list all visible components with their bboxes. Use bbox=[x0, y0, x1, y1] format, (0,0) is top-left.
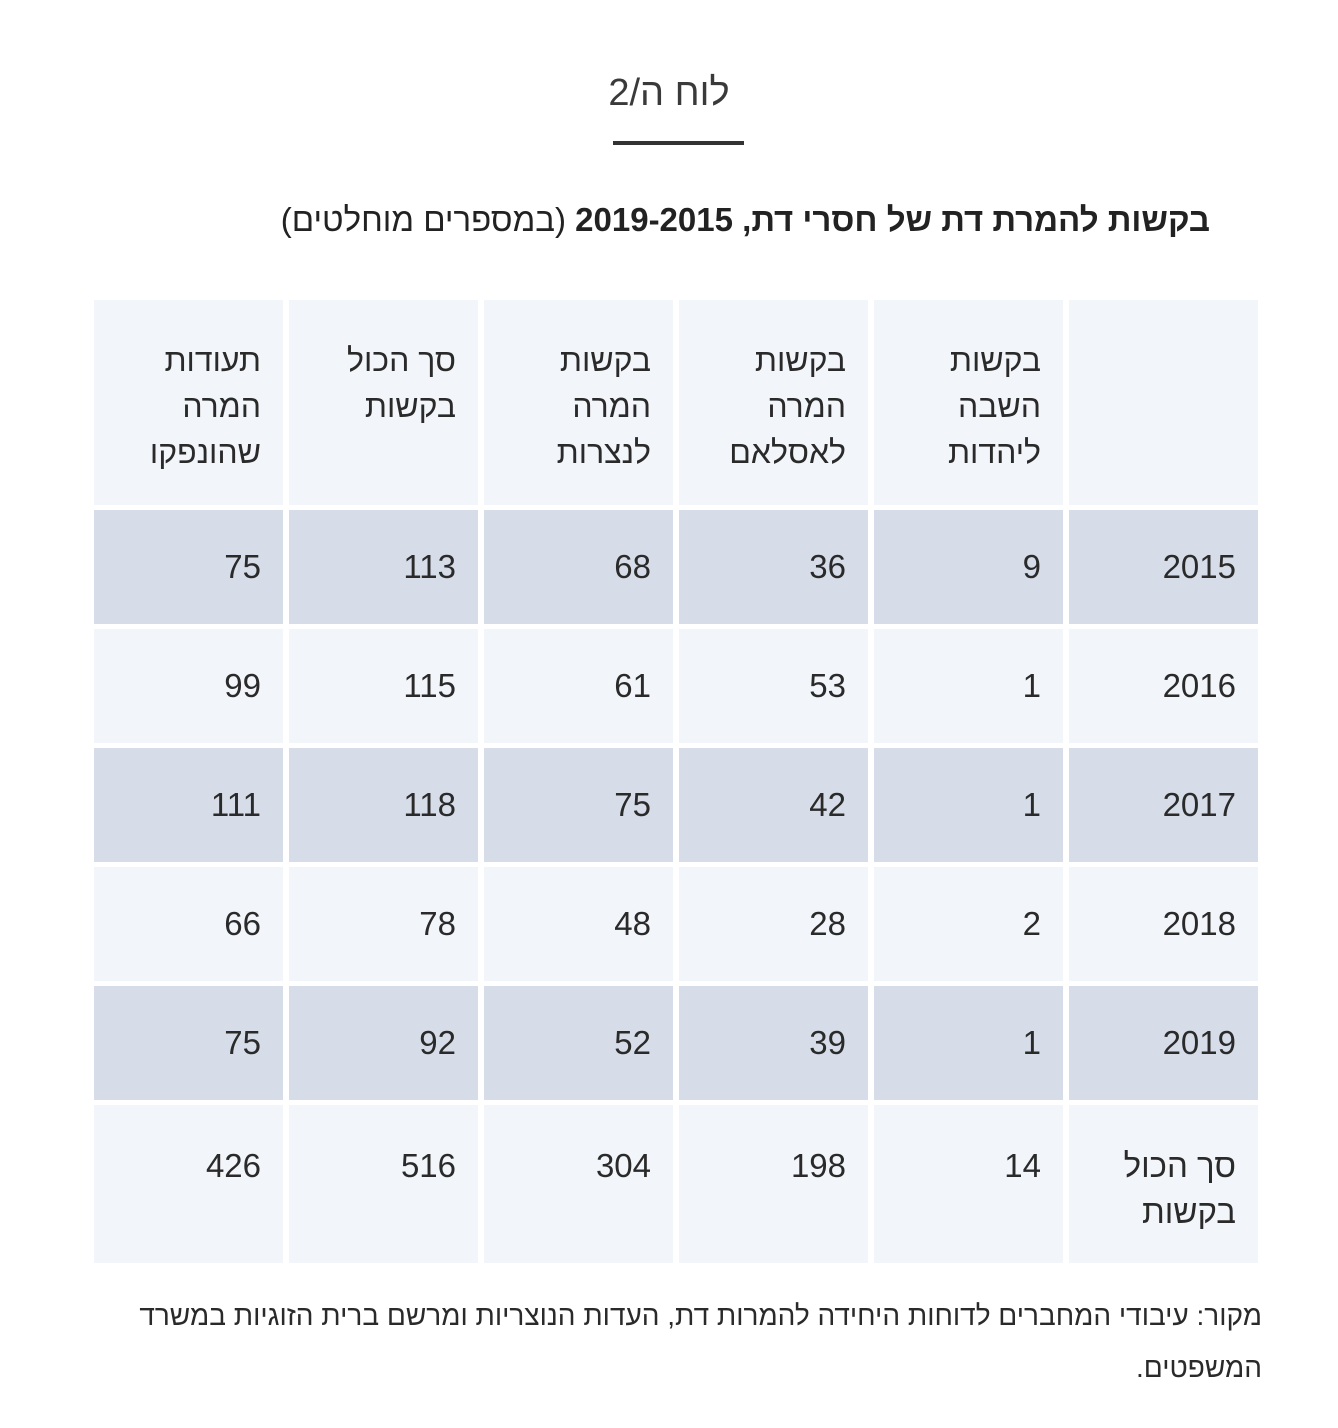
conversion-requests-table bbox=[94, 300, 1258, 1263]
table-title-unit: (במספרים מוחלטים) bbox=[280, 201, 566, 238]
row-christianity-cell: 61 bbox=[484, 629, 673, 743]
total-row-label: סך הכול בקשות bbox=[1069, 1105, 1258, 1263]
total-certificates-cell: 426 bbox=[94, 1105, 283, 1263]
row-year-cell: 2018 bbox=[1069, 867, 1258, 981]
row-year-cell: 2019 bbox=[1069, 986, 1258, 1100]
row-year-cell: 2016 bbox=[1069, 629, 1258, 743]
row-total-cell: 113 bbox=[289, 510, 478, 624]
row-islam-cell: 42 bbox=[679, 748, 868, 862]
table-title bbox=[110, 192, 1210, 248]
row-judaism-cell: 2 bbox=[874, 867, 1063, 981]
label-underline-divider bbox=[613, 141, 744, 145]
row-islam-cell: 39 bbox=[679, 986, 868, 1100]
total-requests-cell: 516 bbox=[289, 1105, 478, 1263]
row-christianity-cell: 52 bbox=[484, 986, 673, 1100]
source-note: מקור: עיבודי המחברים לדוחות היחידה להמרות דת, העדות הנוצריות ומרשם ברית הזוגיות במשרד המשפטים. bbox=[139, 1300, 1262, 1383]
table-title-main: בקשות להמרת דת של חסרי דת, 2019-2015 bbox=[575, 201, 1210, 238]
row-christianity-cell: 68 bbox=[484, 510, 673, 624]
header-cell-total-requests: סך הכול בקשות bbox=[289, 300, 478, 505]
row-judaism-cell: 9 bbox=[874, 510, 1063, 624]
row-total-cell: 92 bbox=[289, 986, 478, 1100]
row-judaism-cell: 1 bbox=[874, 986, 1063, 1100]
row-christianity-cell: 75 bbox=[484, 748, 673, 862]
row-certificates-cell: 66 bbox=[94, 867, 283, 981]
header-cell-christianity: בקשות המרה לנצרות bbox=[484, 300, 673, 505]
table-number-label: לוח ה/2 bbox=[608, 72, 730, 114]
header-cell-islam: בקשות המרה לאסלאם bbox=[679, 300, 868, 505]
header-cell-year bbox=[1069, 300, 1258, 505]
row-islam-cell: 36 bbox=[679, 510, 868, 624]
row-christianity-cell: 48 bbox=[484, 867, 673, 981]
row-total-cell: 78 bbox=[289, 867, 478, 981]
row-islam-cell: 53 bbox=[679, 629, 868, 743]
header-cell-certificates: תעודות המרה שהונפקו bbox=[94, 300, 283, 505]
row-certificates-cell: 75 bbox=[94, 510, 283, 624]
row-year-cell: 2015 bbox=[1069, 510, 1258, 624]
total-christianity-cell: 304 bbox=[484, 1105, 673, 1263]
row-judaism-cell: 1 bbox=[874, 629, 1063, 743]
row-certificates-cell: 75 bbox=[94, 986, 283, 1100]
header-cell-judaism: בקשות השבה ליהדות bbox=[874, 300, 1063, 505]
row-islam-cell: 28 bbox=[679, 867, 868, 981]
row-total-cell: 118 bbox=[289, 748, 478, 862]
total-islam-cell: 198 bbox=[679, 1105, 868, 1263]
row-judaism-cell: 1 bbox=[874, 748, 1063, 862]
total-judaism-cell: 14 bbox=[874, 1105, 1063, 1263]
row-total-cell: 115 bbox=[289, 629, 478, 743]
row-year-cell: 2017 bbox=[1069, 748, 1258, 862]
row-certificates-cell: 111 bbox=[94, 748, 283, 862]
row-certificates-cell: 99 bbox=[94, 629, 283, 743]
